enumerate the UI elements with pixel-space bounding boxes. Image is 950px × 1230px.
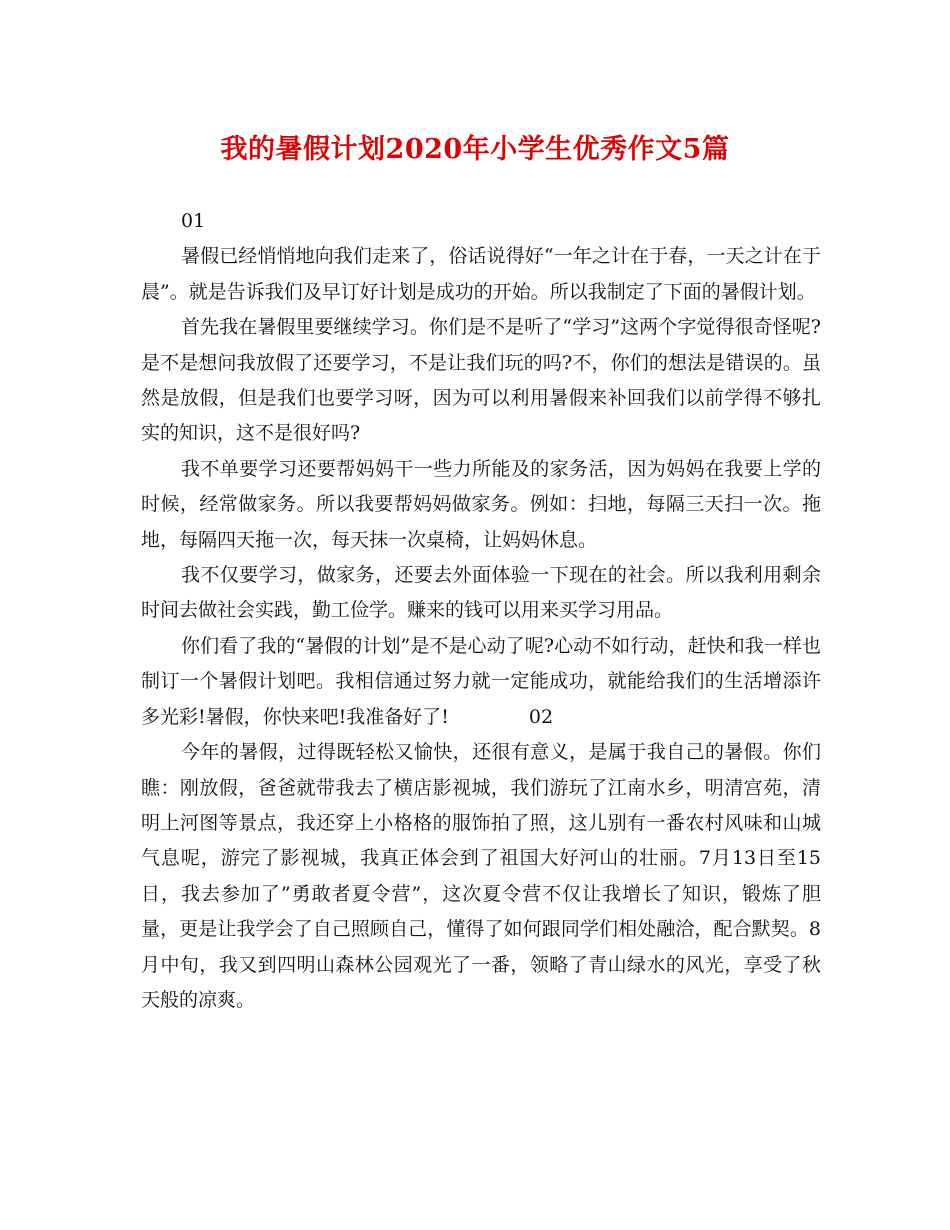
paragraph: 今年的暑假，过得既轻松又愉快，还很有意义，是属于我自己的暑假。你们瞧：刚放假，爸爸就带我去了横店影视城，我们游玩了江南水乡，明清宫苑，清明上河图等景点，我还穿上小格格的服饰拍了照，这儿别有一番农村风味和山城气息呢，游完了影视城，我真正体会到了祖国大好河山的壮丽。7月13日至15日，我去参加了”勇敢者夏令营”，这次夏令营不仅让我增长了知识，锻炼了胆量，更是让我学会了自己照顾自己，懂得了如何跟同学们相处融洽，配合默契。8月中旬，我又到四明山森林公园观光了一番，领略了青山绿水的风光，享受了秋天般的凉爽。 (141, 741, 821, 1011)
paragraph: 首先我在暑假里要继续学习。你们是不是听了“学习”这两个字觉得很奇怪呢?是不是想问我放假了还要学习，不是让我们玩的吗?不，你们的想法是错误的。虽然是放假，但是我们也要学习呀，因为可以利用暑假来补回我们以前学得不够扎实的知识，这不是很好吗? (141, 316, 821, 445)
paragraph: 我不单要学习还要帮妈妈干一些力所能及的家务活，因为妈妈在我要上学的时候，经常做家务。所以我要帮妈妈做家务。例如：扫地，每隔三天扫一次。拖地，每隔四天拖一次，每天抹一次桌椅，让妈妈休息。 (141, 457, 821, 551)
paragraph: 暑假已经悄悄地向我们走来了，俗话说得好“一年之计在于春，一天之计在于晨”。就是告诉我们及早订好计划是成功的开始。所以我制定了下面的暑假计划。 (141, 245, 821, 303)
document-title: 我的暑假计划2020年小学生优秀作文5篇 (220, 134, 730, 165)
section-number: 01 (181, 210, 206, 232)
paragraph: 我不仅要学习，做家务，还要去外面体验一下现在的社会。所以我利用剩余时间去做社会实践，勤工俭学。赚来的钱可以用来买学习用品。 (141, 564, 821, 622)
document-body (141, 204, 821, 1018)
paragraph-with-section-number (141, 629, 821, 735)
paragraph-text: 你们看了我的“暑假的计划”是不是心动了呢?心动不如行动，赶快和我一样也制订一个暑假计划吧。我相信通过努力就一定能成功，就能给我们的生活增添许多光彩!暑假，你快来吧!我准备好了! (141, 634, 821, 728)
section-number: 02 (528, 705, 554, 728)
